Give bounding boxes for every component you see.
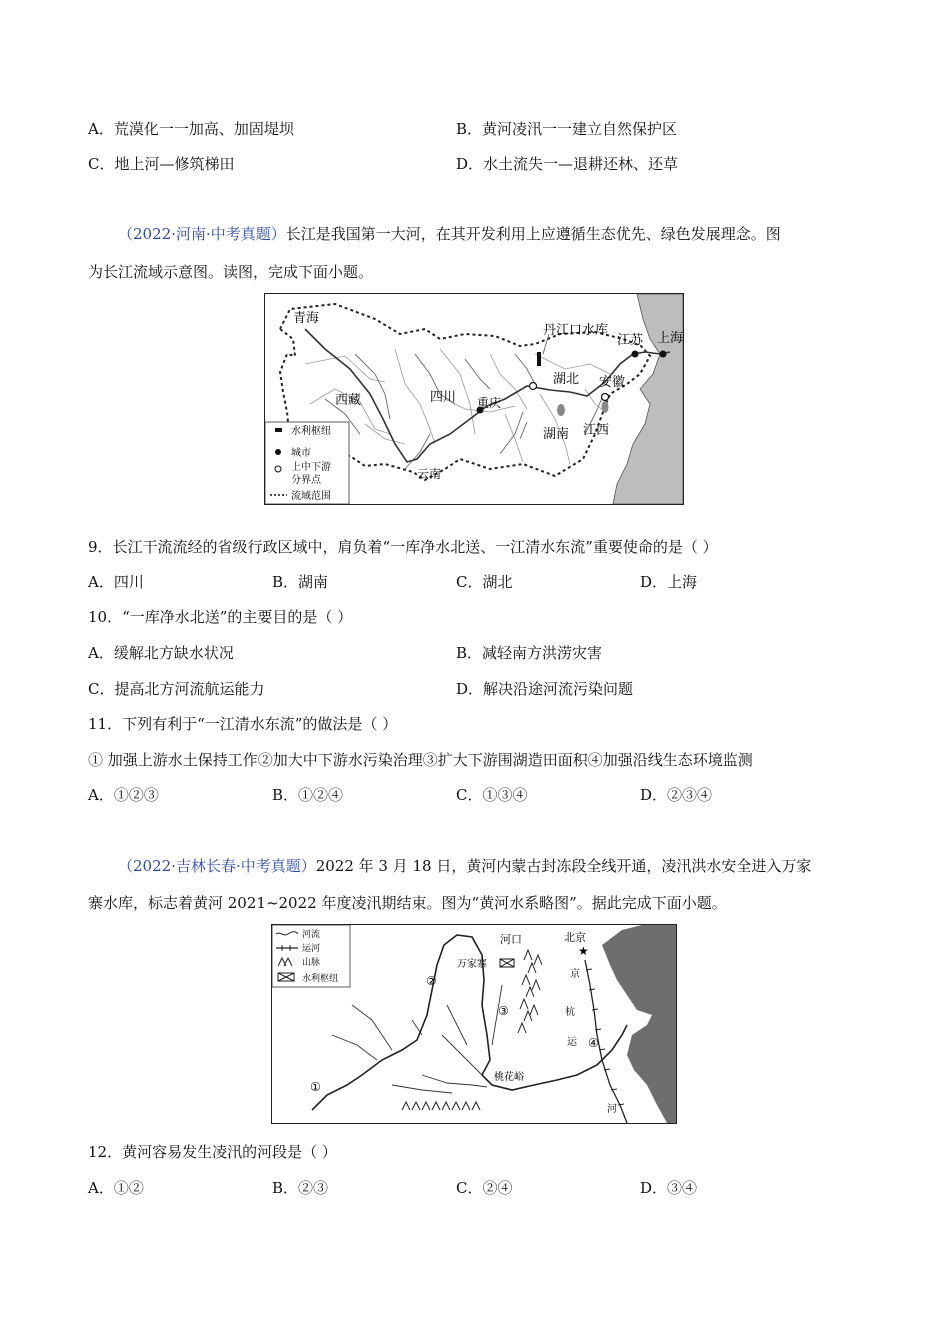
option-a[interactable]: A．荒漠化一一加高、加固堤坝 [88,120,294,138]
dam-wanjiazhai-icon [500,959,514,967]
q10-option-b[interactable]: B．减轻南方洪涝灾害 [456,644,603,662]
map-legend [265,422,349,504]
q9-option-c[interactable]: C．湖北 [456,573,513,591]
label-wanjiazhai: 万家寨 [457,959,487,970]
boundary-point-icon [602,394,609,401]
q12-option-a[interactable]: A．①② [88,1179,144,1197]
city-icon [632,351,639,358]
group1-intro-line2: 为长江流域示意图。读图，完成下面小题。 [88,263,374,281]
question-11-statements: ① 加强上游水土保持工作②加大中下游水污染治理③扩大下游围湖造田面积④加强沿线生态环境监测 [88,751,753,769]
question-12-stem: 12．黄河容易发生凌汛的河段是（ ） [88,1143,337,1161]
dam-danjiangkou-icon [537,352,541,366]
map-legend [272,925,350,987]
group1-source: （2022·河南·中考真题） [118,225,286,243]
group2-source: （2022·吉林长春·中考真题） [118,857,316,875]
label-anhui: 安徽 [599,375,626,390]
legend-mountain: 山脉 [302,958,321,968]
legend-dam: 水利枢纽 [291,426,331,437]
label-jiangxi: 江西 [583,423,610,438]
beijing-star-icon: ★ [578,944,589,958]
q10-option-d[interactable]: D．解决沿途河流污染问题 [456,680,634,698]
q12-option-d[interactable]: D．③④ [640,1179,698,1197]
option-d[interactable]: D．水土流失一—退耕还林、还草 [456,155,679,173]
bohai-sea-area [602,925,676,1123]
question-10-stem: 10．“一库净水北送”的主要目的是（ ） [88,608,353,626]
legend-boundary-1: 上中下游 [291,462,331,473]
label-chongqing: 重庆 [477,396,502,410]
legend-boundary-icon [275,466,281,472]
q10-option-c[interactable]: C．提高北方河流航运能力 [88,680,265,698]
legend-dam: 水利枢纽 [302,974,339,984]
yellow-river-map [271,924,677,1124]
label-danjiangkou: 丹江口水库 [543,323,609,338]
q9-option-a[interactable]: A．四川 [88,573,144,591]
label-xizang: 西藏 [335,393,362,408]
q11-option-a[interactable]: A．①②③ [88,786,159,804]
city-shanghai-icon [660,351,667,358]
group2-intro-text: 2022 年 3 月 18 日，黄河内蒙古封冻段全线开通，凌汛洪水安全进入万家 [315,857,812,875]
yangtze-basin-map [264,293,684,505]
label-shanghai: 上海 [657,331,683,346]
group2-intro-line2: 寨水库，标志着黄河 2021~2022 年度凌汛期结束。图为“黄河水系略图”。据此完成下面小题。 [88,894,727,912]
label-hubei: 湖北 [553,372,580,387]
label-jing: 京 [570,969,580,980]
group1-intro-line1 [118,223,781,244]
q11-option-b[interactable]: B．①②④ [272,786,344,804]
label-he: 河 [607,1104,617,1115]
legend-dam-icon [275,428,282,432]
label-qinghai: 青海 [293,311,320,326]
option-b[interactable]: B．黄河凌汛一一建立自然保护区 [456,120,678,138]
q9-option-b[interactable]: B．湖南 [272,573,329,591]
legend-river: 河流 [302,930,321,940]
label-segment-2: ② [426,974,437,988]
label-sichuan: 四川 [430,390,457,405]
legend-boundary-2: 分界点 [291,475,321,486]
boundary-point-icon [530,383,537,390]
q12-option-c[interactable]: C．②④ [456,1179,513,1197]
group1-intro-text: 长江是我国第一大河，在其开发利用上应遵循生态优先、绿色发展理念。图 [285,225,781,243]
label-yun: 运 [567,1037,577,1048]
q11-option-d[interactable]: D．②③④ [640,786,713,804]
label-jiangsu: 江苏 [617,333,644,348]
legend-dam-icon [278,973,294,981]
q9-option-d[interactable]: D．上海 [640,573,698,591]
label-segment-3: ③ [498,1004,509,1018]
q10-option-a[interactable]: A．缓解北方缺水状况 [88,644,234,662]
label-hang: 杭 [565,1007,575,1018]
label-hunan: 湖南 [543,427,570,442]
question-11-stem: 11．下列有利于“一江清水东流”的做法是（ ） [88,715,398,733]
lake-poyang [602,401,609,413]
label-hekou: 河口 [500,933,522,946]
mountain-range-icon [518,950,542,1033]
label-beijing: 北京 [564,931,586,944]
question-9-stem: 9．长江干流流经的省级行政区域中，肩负着“一库净水北送、一江清水东流”重要使命的是（ ） [88,538,718,556]
label-segment-4: ④ [588,1036,599,1050]
q12-option-b[interactable]: B．②③ [272,1179,329,1197]
legend-basin: 流域范围 [291,491,331,502]
label-taohuayu: 桃花峪 [494,1072,524,1083]
label-yunnan: 云南 [417,467,442,481]
lake-dongting [557,404,565,416]
group2-intro-line1 [118,855,811,876]
legend-city: 城市 [291,448,311,459]
sea-area [613,294,683,504]
qinling-mountain-icon [402,1102,480,1110]
label-segment-1: ① [310,1080,321,1094]
option-c[interactable]: C．地上河—修筑梯田 [88,155,235,173]
legend-city-icon [275,449,281,455]
legend-canal: 运河 [302,944,321,954]
q11-option-c[interactable]: C．①③④ [456,786,528,804]
